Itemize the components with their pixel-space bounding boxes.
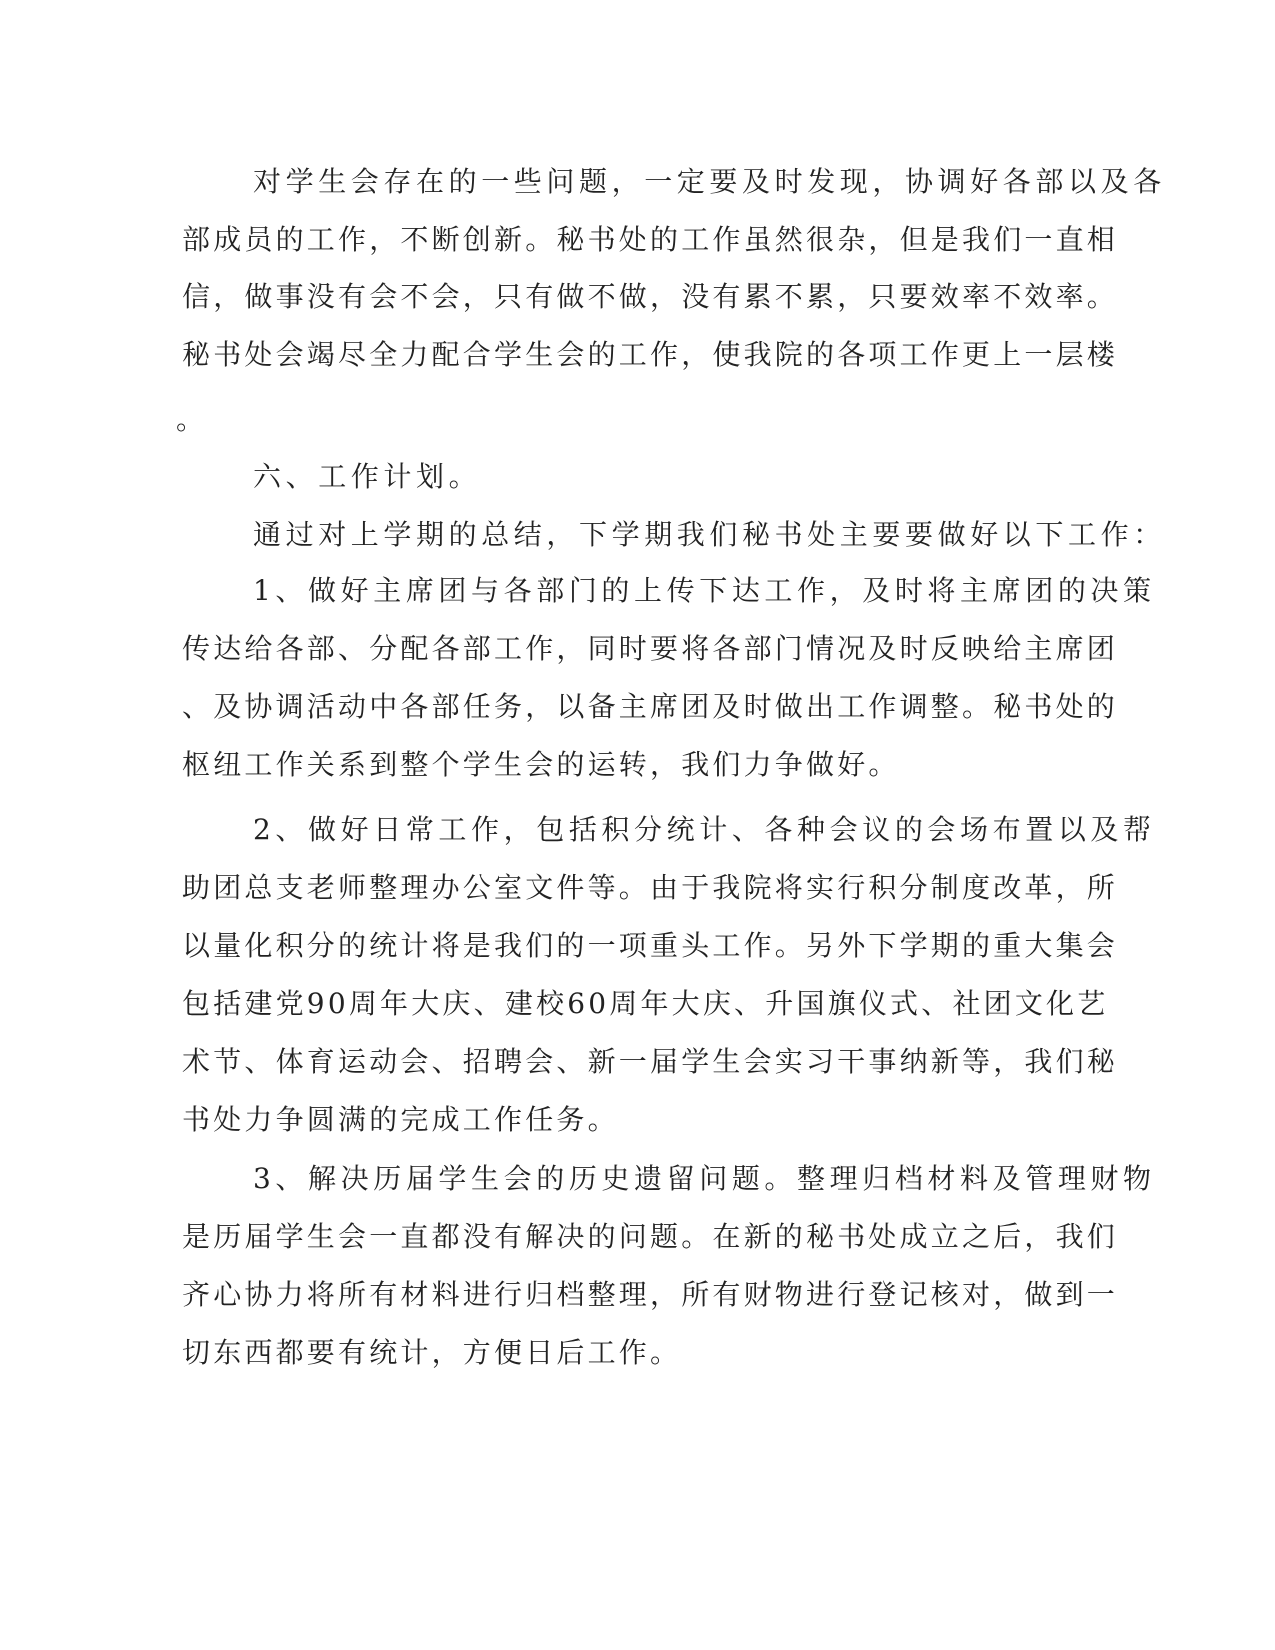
text-line: 枢纽工作关系到整个学生会的运转，我们力争做好。: [182, 748, 900, 781]
text-line: 助团总支老师整理办公室文件等。由于我院将实行积分制度改革，所: [182, 871, 1119, 904]
section-heading: 六、工作计划。: [253, 460, 482, 493]
text-line: 对学生会存在的一些问题，一定要及时发现，协调好各部以及各: [253, 165, 1166, 198]
text-line: 信，做事没有会不会，只有做不做，没有累不累，只要效率不效率。: [182, 280, 1119, 313]
text-line: 以量化积分的统计将是我们的一项重头工作。另外下学期的重大集会: [182, 929, 1119, 962]
text-line: 、及协调活动中各部任务，以备主席团及时做出工作调整。秘书处的: [182, 690, 1119, 723]
text-line: 书处力争圆满的完成工作任务。: [182, 1103, 619, 1136]
list-item-line: 3、解决历届学生会的历史遗留问题。整理归档材料及管理财物: [253, 1162, 1156, 1195]
text-line: 传达给各部、分配各部工作，同时要将各部门情况及时反映给主席团: [182, 632, 1119, 665]
text-line: 术节、体育运动会、招聘会、新一届学生会实习干事纳新等，我们秘: [182, 1045, 1119, 1078]
text-line: 齐心协力将所有材料进行归档整理，所有财物进行登记核对，做到一: [182, 1278, 1119, 1311]
text-line: 切东西都要有统计，方便日后工作。: [182, 1336, 682, 1369]
text-line: 通过对上学期的总结，下学期我们秘书处主要要做好以下工作：: [253, 518, 1166, 551]
text-line: 部成员的工作，不断创新。秘书处的工作虽然很杂，但是我们一直相: [182, 223, 1119, 256]
text-line: 。: [176, 403, 205, 436]
text-line: 秘书处会竭尽全力配合学生会的工作，使我院的各项工作更上一层楼: [182, 338, 1119, 371]
text-line: 包括建党90周年大庆、建校60周年大庆、升国旗仪式、社团文化艺: [182, 987, 1109, 1020]
list-item-line: 1、做好主席团与各部门的上传下达工作，及时将主席团的决策: [253, 574, 1156, 607]
list-item-line: 2、做好日常工作，包括积分统计、各种会议的会场布置以及帮: [253, 813, 1156, 846]
text-line: 是历届学生会一直都没有解决的问题。在新的秘书处成立之后，我们: [182, 1220, 1119, 1253]
